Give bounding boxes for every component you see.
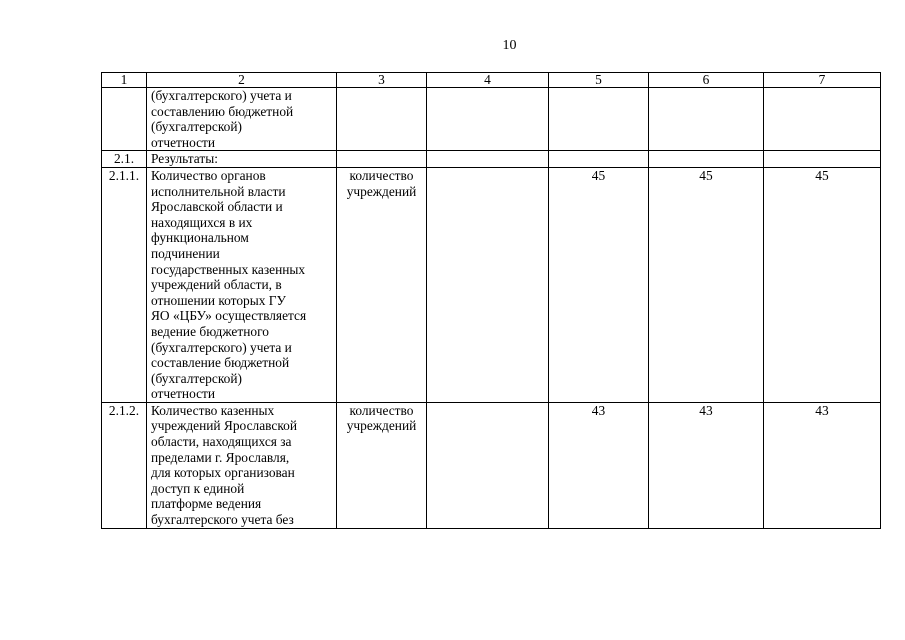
row-value-4 — [427, 167, 549, 402]
row-unit — [337, 88, 427, 151]
row-name: Количество органов исполнительной власти Ярославской области и находящихся в их функциональном подчинении государственных казенных учреждений области, в отношении которых ГУ ЯО «ЦБУ» осуществляется ведение бюджетного (бухгалтерского) учета и составление бюджетной (бухгалтерской) отчетности — [147, 167, 337, 402]
header-cell-5: 5 — [549, 73, 649, 88]
row-value-6: 43 — [649, 402, 764, 528]
header-cell-4: 4 — [427, 73, 549, 88]
row-name: Количество казенных учреждений Ярославской области, находящихся за пределами г. Ярославля, для которых организован доступ к единой платформе ведения бухгалтерского учета без — [147, 402, 337, 528]
header-cell-1: 1 — [102, 73, 147, 88]
table-row — [102, 151, 881, 168]
row-value-5 — [549, 151, 649, 168]
row-unit — [337, 151, 427, 168]
row-value-5: 45 — [549, 167, 649, 402]
row-number: 2.1.2. — [102, 402, 147, 528]
row-value-7 — [764, 88, 881, 151]
header-cell-6: 6 — [649, 73, 764, 88]
row-value-6 — [649, 88, 764, 151]
row-value-4 — [427, 151, 549, 168]
header-cell-3: 3 — [337, 73, 427, 88]
row-value-6: 45 — [649, 167, 764, 402]
indicators-table — [101, 72, 881, 529]
row-number — [102, 88, 147, 151]
row-value-5 — [549, 88, 649, 151]
row-unit: количество учреждений — [337, 167, 427, 402]
row-value-4 — [427, 88, 549, 151]
header-cell-7: 7 — [764, 73, 881, 88]
row-name: (бухгалтерского) учета и составлению бюджетной (бухгалтерской) отчетности — [147, 88, 337, 151]
row-number: 2.1. — [102, 151, 147, 168]
row-number: 2.1.1. — [102, 167, 147, 402]
table-row — [102, 402, 881, 528]
header-cell-2: 2 — [147, 73, 337, 88]
table-row — [102, 167, 881, 402]
row-value-6 — [649, 151, 764, 168]
row-name: Результаты: — [147, 151, 337, 168]
row-value-7: 43 — [764, 402, 881, 528]
row-unit: количество учреждений — [337, 402, 427, 528]
table-header-row — [102, 73, 881, 88]
row-value-5: 43 — [549, 402, 649, 528]
page-number: 10 — [502, 38, 517, 53]
row-value-7: 45 — [764, 167, 881, 402]
table-row — [102, 88, 881, 151]
row-value-4 — [427, 402, 549, 528]
row-value-7 — [764, 151, 881, 168]
